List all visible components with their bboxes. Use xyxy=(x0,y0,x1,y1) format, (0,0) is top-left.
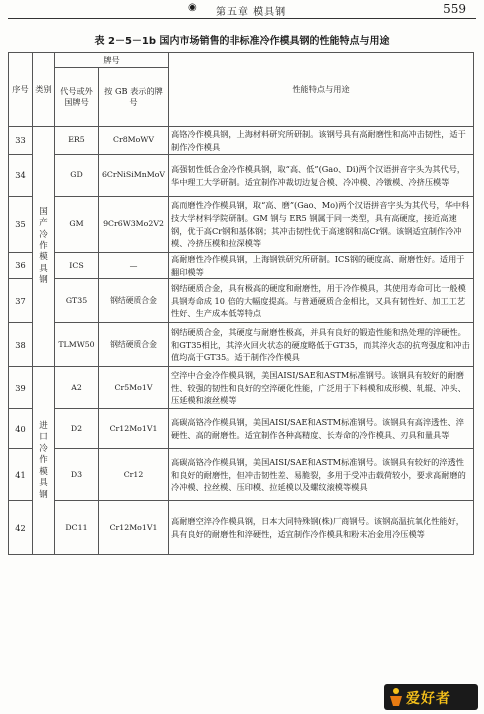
table-row xyxy=(9,197,474,253)
row-number: 37 xyxy=(9,279,33,323)
gb-grade: 钢结硬质合金 xyxy=(99,323,169,367)
table-caption: 表 2－5－1b 国内市场销售的非标准冷作模具钢的性能特点与用途 xyxy=(94,36,390,47)
steel-code: A2 xyxy=(55,367,99,409)
header-no: 序号 xyxy=(9,53,33,127)
table-row xyxy=(9,501,474,555)
header-code: 代号或外国牌号 xyxy=(55,68,99,127)
page-number: 559 xyxy=(443,2,466,16)
steel-code: GT35 xyxy=(55,279,99,323)
steel-spec-table xyxy=(8,52,474,555)
header-rule xyxy=(8,18,476,19)
description: 空淬中合金冷作模具钢，美国AISI/SAE和ASTM标准钢号。该钢具有较好的耐磨性、较强的韧性和良好的空淬硬化性能，广泛用于下料模和成形模、轧辊、冲头、压延模和滚丝模等 xyxy=(169,367,474,409)
category-label: 国产冷作模具钢 xyxy=(39,206,48,286)
steel-code: TLMW50 xyxy=(55,323,99,367)
gb-grade: Cr5Mo1V xyxy=(99,367,169,409)
gb-grade: 6CrNiSiMnMoV xyxy=(99,155,169,197)
gb-grade: Cr12 xyxy=(99,449,169,501)
row-number: 42 xyxy=(9,501,33,555)
row-number: 35 xyxy=(9,197,33,253)
gb-grade: 钢结硬质合金 xyxy=(99,279,169,323)
gb-grade: Cr12Mo1V1 xyxy=(99,501,169,555)
description: 钢结硬质合金，其硬度与耐磨性极高，并具有良好的锻造性能和热处理的淬硬性。和GT35相比，其淬火回火状态的硬度略低于GT35，而其淬火态的抗弯强度和冲击值均高于GT35。适于制作冷作模具 xyxy=(169,323,474,367)
steel-code: GM xyxy=(55,197,99,253)
steel-code: D3 xyxy=(55,449,99,501)
steel-code: ICS xyxy=(55,253,99,279)
table-row xyxy=(9,409,474,449)
table-row xyxy=(9,253,474,279)
gb-grade: — xyxy=(99,253,169,279)
description: 高耐磨性冷作模具钢，上海钢铁研究所研制。ICS钢的硬度高、耐磨性好。适用于翻印模等 xyxy=(169,253,474,279)
category-domestic xyxy=(33,127,55,367)
row-number: 36 xyxy=(9,253,33,279)
table-row xyxy=(9,449,474,501)
row-number: 41 xyxy=(9,449,33,501)
steel-code: ER5 xyxy=(55,127,99,155)
row-number: 38 xyxy=(9,323,33,367)
page-header xyxy=(0,0,484,18)
description: 高碳高铬冷作模具钢，美国AISI/SAE和ASTM标准钢号。该钢具有高淬透性、淬硬性、高的耐磨性。适宜制作各种高精度、长寿命的冷作模具、刃具和量具等 xyxy=(169,409,474,449)
row-number: 34 xyxy=(9,155,33,197)
table-row xyxy=(9,367,474,409)
gb-grade: Cr8MoWV xyxy=(99,127,169,155)
table-row xyxy=(9,127,474,155)
row-number: 40 xyxy=(9,409,33,449)
row-number: 33 xyxy=(9,127,33,155)
category-imported xyxy=(33,367,55,555)
chapter-title: 第五章 模具钢 xyxy=(216,7,287,18)
steel-code: D2 xyxy=(55,409,99,449)
table-row xyxy=(9,155,474,197)
header-category: 类别 xyxy=(33,53,55,127)
description: 高强韧性低合金冷作模具钢，取“高、低”(Gao、Di)两个汉语拼音字头为其代号，华中理工大学研制。适宜制作冲裁切边复合模、冷冲模、冷镦模、冷挤压模等 xyxy=(169,155,474,197)
header-bullet: ◉ xyxy=(188,2,197,13)
category-label: 进口冷作模具钢 xyxy=(39,420,48,500)
steel-code: DC11 xyxy=(55,501,99,555)
row-number: 39 xyxy=(9,367,33,409)
table-row xyxy=(9,279,474,323)
description: 高碳高铬冷作模具钢，美国AISI/SAE和ASTM标准钢号。该钢具有较好的淬透性和良好的耐磨性，但冲击韧性差、易脆裂，多用于受冲击载荷较小，要求高耐磨的冷冲模、拉丝模、压印模、拉延模以及螺纹滚模等模具 xyxy=(169,449,474,501)
watermark-logo xyxy=(384,684,478,710)
header-brand: 牌号 xyxy=(55,53,169,68)
description: 高铬冷作模具钢，上海材料研究所研制。该钢号具有高耐磨性和高冲击韧性，适于制作冷作模具 xyxy=(169,127,474,155)
header-row-1 xyxy=(9,53,474,68)
table-row xyxy=(9,323,474,367)
description: 高而磨性冷作模具钢，取“高、磨”(Gao、Mo)两个汉语拼音字头为其代号，华中科技大学材料学院研制。GM 钢与 ER5 钢属于同一类型，具有高硬度，接近高速钢，优于高Cr钢和基体钢；其冲击韧性优于高速钢和高Cr钢。该钢适宜制作冷冲模、冷挤压模和拉深模等 xyxy=(169,197,474,253)
gb-grade: 9Cr6W3Mo2V2 xyxy=(99,197,169,253)
header-desc: 性能特点与用途 xyxy=(169,53,474,127)
header-gb: 按 GB 表示的牌号 xyxy=(99,68,169,127)
description: 钢结硬质合金，具有极高的硬度和耐磨性，用于冷作模具，其使用寿命可比一般模具钢寿命成 10 倍的大幅度提高。与普通硬质合金相比，又具有韧性好、加工工艺性好、生产成本低等特点 xyxy=(169,279,474,323)
watermark-text: 爱好者 xyxy=(406,691,451,707)
gb-grade: Cr12Mo1V1 xyxy=(99,409,169,449)
logo-figure-icon xyxy=(388,687,404,707)
steel-code: GD xyxy=(55,155,99,197)
description: 高耐磨空淬冷作模具钢，日本大同特殊钢(株)厂商钢号。该钢高温抗氧化性能好，具有良好的耐磨性和淬硬性，适宜制作冷作模具和粉末冶金用冷压模等 xyxy=(169,501,474,555)
